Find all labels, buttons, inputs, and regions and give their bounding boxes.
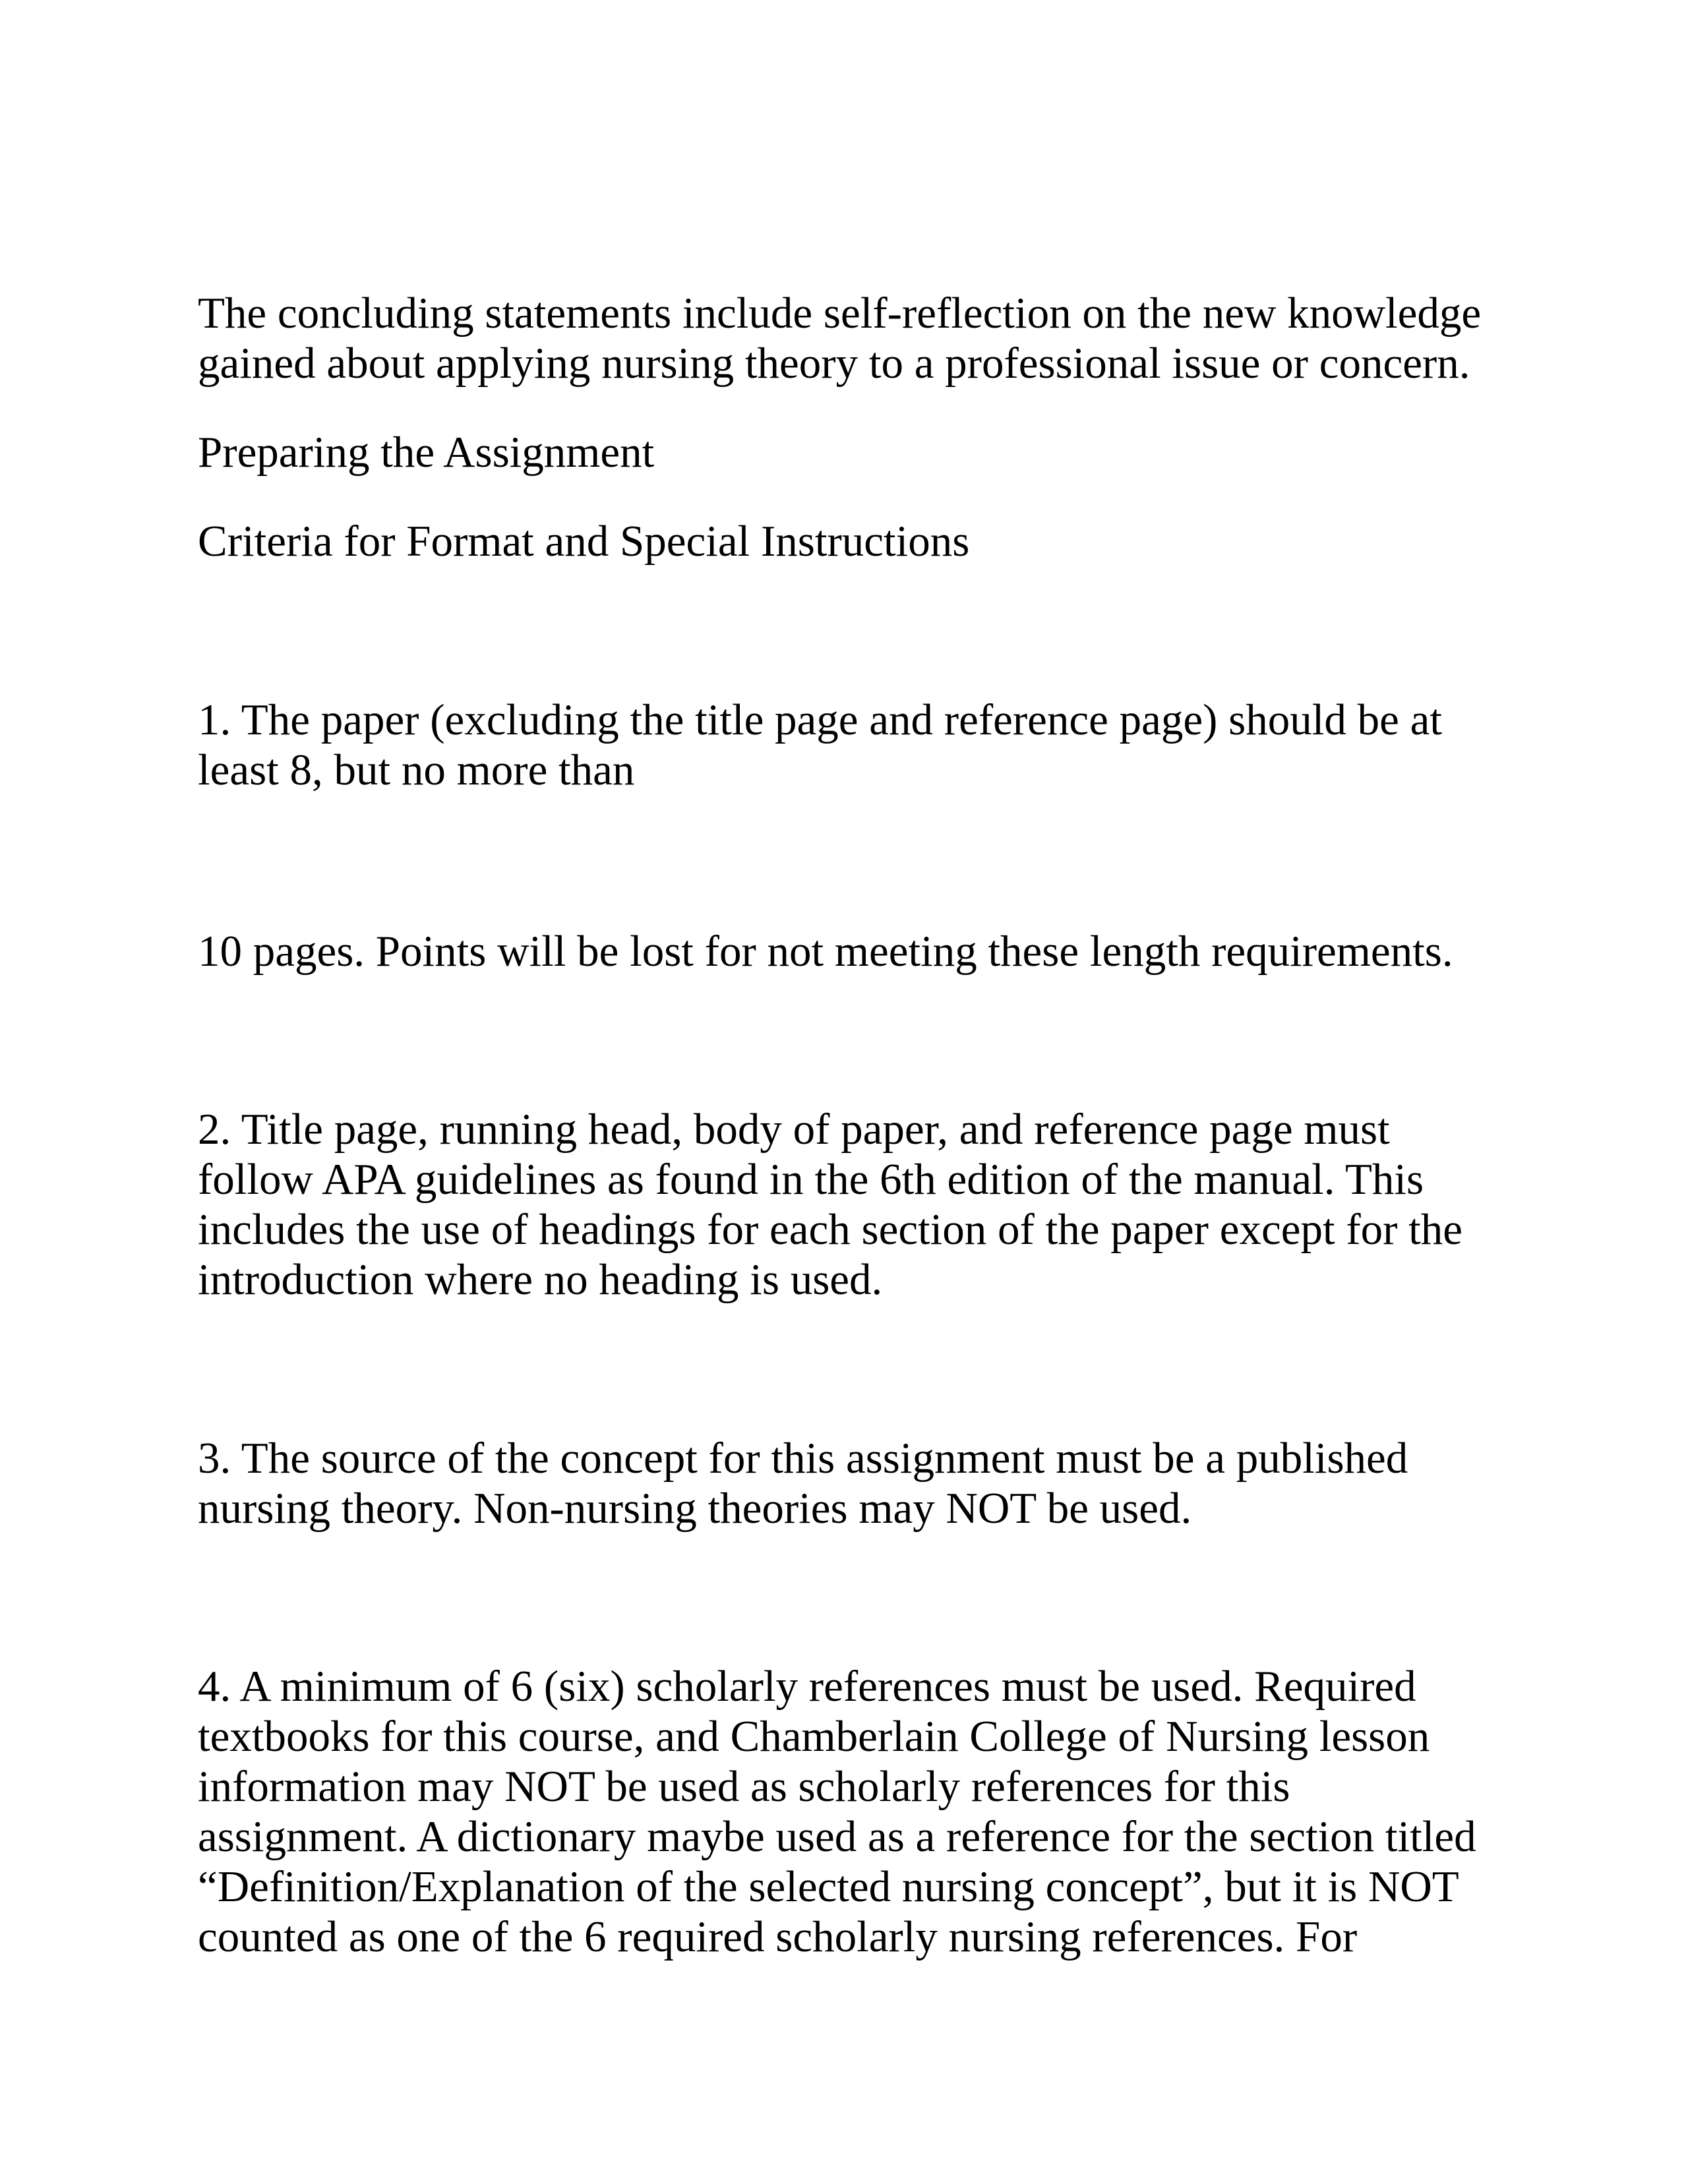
list-item-1-part-2: 10 pages. Points will be lost for not meeting these length requirements. (198, 927, 1453, 976)
heading-preparing-the-assignment: Preparing the Assignment (198, 428, 655, 477)
list-item-3: 3. The source of the concept for this assignment must be a published nursing theory. Non-nursing theories may NOT be used. (198, 1434, 1408, 1533)
list-item-4: 4. A minimum of 6 (six) scholarly references must be used. Required textbooks for this course, and Chamberlain College of Nursing lesson information may NOT be used as scholarly references for this assignment. A dictionary maybe used as a reference for the section titled “Definition/Explanation of the selected nursing concept”, but it is NOT counted as one of the 6 required scholarly nursing references. For (198, 1662, 1476, 1961)
list-item-1-part-1: 1. The paper (excluding the title page and reference page) should be at least 8, but no more than (198, 695, 1442, 794)
concluding-paragraph: The concluding statements include self-reflection on the new knowledge gained about applying nursing theory to a professional issue or concern. (198, 289, 1482, 388)
list-item-2: 2. Title page, running head, body of paper, and reference page must follow APA guidelines as found in the 6th edition of the manual. This includes the use of headings for each section of the paper except for the introduction where no heading is used. (198, 1105, 1463, 1304)
heading-criteria-for-format: Criteria for Format and Special Instructions (198, 517, 970, 566)
